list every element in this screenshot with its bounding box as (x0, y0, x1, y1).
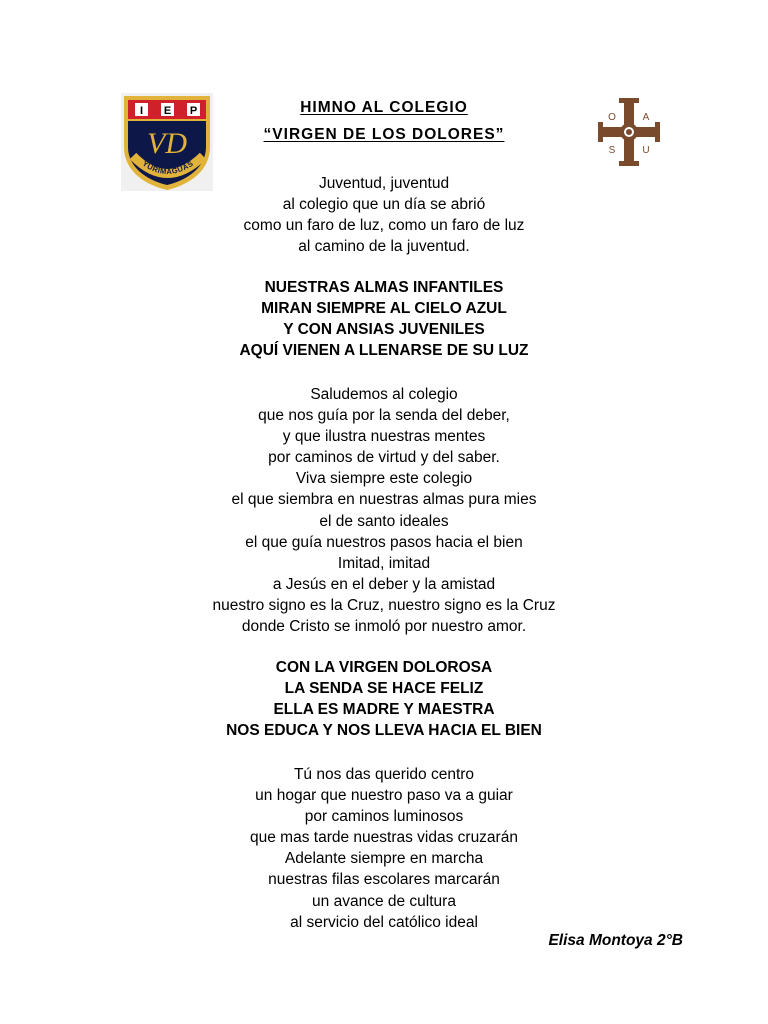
logo-banner-text: YURIMAGUAS (140, 158, 196, 177)
verse-line: que nos guía por la senda del deber, (258, 407, 510, 425)
verse-line: nuestras filas escolares marcarán (268, 871, 500, 889)
verse-line: como un faro de luz, como un faro de luz (243, 217, 525, 235)
chorus-line: AQUÍ VIENEN A LLENARSE DE SU LUZ (239, 342, 529, 360)
emblem-letter-u: U (642, 145, 650, 156)
chorus-line: NUESTRAS ALMAS INFANTILES (264, 279, 504, 296)
verse-line: Saludemos al colegio (310, 386, 458, 403)
chorus-2 (134, 657, 634, 741)
verse-line: Juventud, juventud (318, 175, 450, 192)
verse-line: por caminos luminosos (304, 808, 464, 826)
verse-line: nuestro signo es la Cruz, nuestro signo es la Cruz (212, 596, 556, 614)
chorus-line: ELLA ES MADRE Y MAESTRA (273, 701, 495, 719)
verse-line: el que siembra en nuestras almas pura mies (231, 491, 537, 509)
verse-line: al servicio del católico ideal (290, 913, 478, 931)
page-title: HIMNO AL COLEGIO (300, 99, 468, 116)
logo-letter-e: E (163, 105, 172, 117)
verse-line: a Jesús en el deber y la amistad (272, 575, 496, 593)
chorus-line: NOS EDUCA Y NOS LLEVA HACIA EL BIEN (226, 722, 542, 740)
verse-line: un hogar que nuestro paso va a guiar (255, 787, 513, 805)
chorus-line: MIRAN SIEMPRE AL CIELO AZUL (261, 300, 507, 318)
logo-letter-p: P (189, 105, 198, 117)
verse-line: al camino de la juventud. (298, 238, 470, 256)
chorus-line: CON LA VIRGEN DOLOROSA (275, 659, 493, 676)
verse-line: Tú nos das querido centro (293, 766, 475, 783)
author-signature: Elisa Montoya 2°B (548, 932, 683, 949)
chorus-1 (134, 277, 634, 361)
verse-line: y que ilustra nuestras mentes (282, 428, 486, 446)
verse-line: el de santo ideales (319, 512, 449, 530)
logo-monogram: VD (147, 127, 187, 160)
verse-line: el que guía nuestros pasos hacia el bien (245, 533, 523, 551)
chorus-line: LA SENDA SE HACE FELIZ (284, 680, 484, 698)
verse-line: que mas tarde nuestras vidas cruzarán (250, 829, 518, 847)
verse-line: Adelante siempre en marcha (284, 850, 484, 868)
emblem-letter-s: S (608, 145, 616, 156)
stanza-3 (134, 764, 634, 933)
stanza-2 (134, 384, 634, 637)
verse-line: donde Cristo se inmoló por nuestro amor. (241, 618, 527, 636)
emblem-letter-o: O (608, 112, 616, 123)
cross-emblem-icon (598, 98, 660, 166)
verse-line: Viva siempre este colegio (295, 470, 473, 488)
cross-emblem-logo (598, 98, 660, 166)
logo-letter-i: I (139, 105, 144, 117)
verse-line: al colegio que un día se abrió (282, 196, 486, 214)
page-subtitle: “VIRGEN DE LOS DOLORES” (263, 126, 505, 143)
stanza-1 (134, 173, 634, 257)
chorus-line: Y CON ANSIAS JUVENILES (283, 321, 485, 339)
verse-line: Imitad, imitad (337, 554, 431, 572)
verse-line: por caminos de virtud y del saber. (268, 449, 500, 467)
verse-line: un avance de cultura (312, 892, 456, 910)
emblem-letter-a: A (642, 112, 650, 123)
